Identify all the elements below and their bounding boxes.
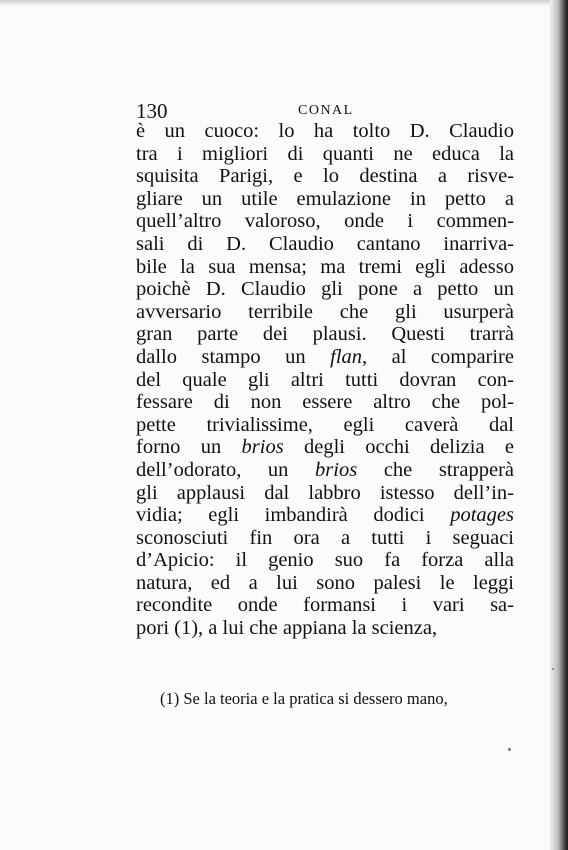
text-segment: vidia; egli imbandirà dodici xyxy=(136,504,451,527)
text-line xyxy=(136,346,514,369)
text-line xyxy=(136,188,514,211)
text-segment: gran parte dei plausi. Questi trarrà xyxy=(136,323,514,346)
text-line xyxy=(136,482,514,505)
text-segment: pette trivialissime, egli caverà dal xyxy=(136,413,514,436)
text-segment: poichè D. Claudio gli pone a petto un xyxy=(136,278,514,301)
text-line xyxy=(136,143,514,166)
text-segment: forno un xyxy=(136,436,242,459)
text-line xyxy=(136,120,514,143)
text-segment: sali di D. Claudio cantano inarriva- xyxy=(136,232,514,255)
text-segment: natura, ed a lui sono palesi le leggi xyxy=(136,571,514,594)
text-segment: bile la sua mensa; ma tremi egli adesso xyxy=(136,255,514,278)
text-line xyxy=(136,391,514,414)
italic-word: brios xyxy=(315,458,358,481)
text-segment: del quale gli altri tutti dovran con- xyxy=(136,368,514,391)
text-line xyxy=(136,414,514,437)
italic-word: flan xyxy=(330,345,363,368)
text-segment: quell’altro valoroso, onde i commen- xyxy=(136,210,514,233)
text-segment: gli applausi dal labbro istesso dell’in- xyxy=(136,481,514,504)
text-line xyxy=(136,233,514,256)
text-line xyxy=(136,323,514,346)
text-segment: dell’odorato, un xyxy=(136,458,316,481)
page-number: 130 xyxy=(136,99,168,123)
text-segment: recondite onde formansi i vari sa- xyxy=(136,594,514,617)
text-segment: è un cuoco: lo ha tolto D. Claudio xyxy=(136,120,514,142)
text-line xyxy=(136,369,514,392)
text-line xyxy=(136,549,514,572)
italic-word: brios xyxy=(241,436,284,459)
text-segment: dallo stampo un xyxy=(136,345,331,368)
text-line xyxy=(136,617,514,640)
text-segment: sconosciuti fin ora a tutti i seguaci xyxy=(136,526,514,549)
italic-word: potages xyxy=(450,504,514,527)
page-top-shadow xyxy=(0,0,568,6)
paper-speck xyxy=(552,668,554,670)
text-segment: squisita Parigi, e lo destina a risve- xyxy=(136,165,514,188)
text-line xyxy=(136,256,514,279)
body-text xyxy=(136,120,514,640)
text-line xyxy=(136,459,514,482)
text-line xyxy=(136,527,514,550)
page-edge-shadow xyxy=(550,0,568,850)
text-segment: avversario terribile che gli usurperà xyxy=(136,300,514,323)
text-segment: gliare un utile emulazione in petto a xyxy=(136,187,514,210)
text-line xyxy=(136,504,514,527)
text-line xyxy=(136,594,514,617)
paper-speck xyxy=(508,748,511,751)
text-segment: , al comparire xyxy=(362,345,514,368)
text-line xyxy=(136,165,514,188)
text-line xyxy=(136,436,514,459)
text-segment: d’Apicio: il genio suo fa forza alla xyxy=(136,549,514,572)
text-segment: fessare di non essere altro che pol- xyxy=(136,391,514,414)
text-segment: degli occhi delizia e xyxy=(283,436,514,459)
running-head: CONAL xyxy=(298,103,354,118)
text-segment: pori (1), a lui che appiana la scienza, xyxy=(136,617,438,640)
footnote: (1) Se la teoria e la pratica si dessero mano, xyxy=(160,689,448,708)
text-line xyxy=(136,301,514,324)
text-line xyxy=(136,572,514,595)
text-segment: tra i migliori di quanti ne educa la xyxy=(136,142,514,165)
text-segment: che strapperà xyxy=(357,458,514,481)
text-line xyxy=(136,210,514,233)
text-line xyxy=(136,278,514,301)
